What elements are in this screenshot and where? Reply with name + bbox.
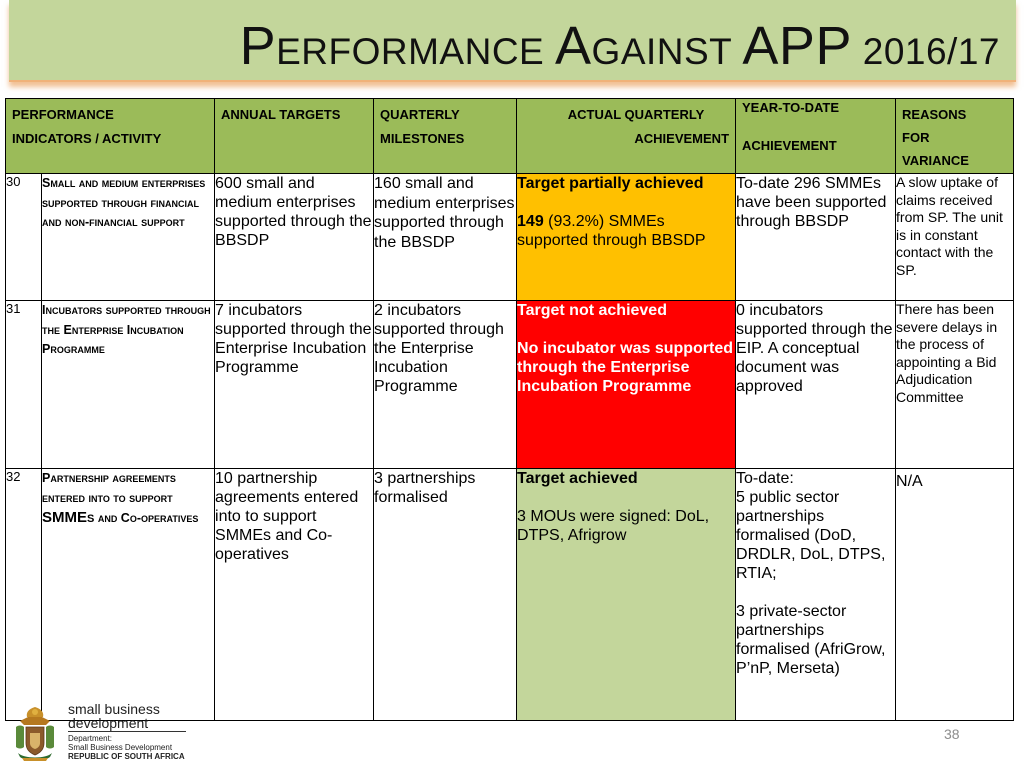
slide-title (240, 18, 1000, 80)
quarterly-milestone-cell: 2 incubators supported through the Enterprise Incubation Programme (374, 301, 517, 469)
row-indicator (42, 469, 215, 721)
header-indicator (6, 99, 215, 174)
achievement-detail-text: (93.2%) SMMEs supported through BBSDP (517, 213, 706, 249)
indicator-text: small and medium enterprises supported through financial and non-financial support (42, 176, 206, 229)
annual-target-cell: 7 incubators supported through the Enterprise Incubation Programme (215, 301, 374, 469)
row-number: 32 (6, 469, 42, 721)
coat-of-arms-icon (10, 703, 60, 763)
actual-achievement-cell (517, 469, 736, 721)
annual-target-cell: 600 small and medium enterprises supported through the BBSDP (215, 174, 374, 301)
department-name-line2: development (68, 715, 149, 731)
department-name (68, 702, 160, 730)
header-ytd-line1: YEAR-TO-DATE (742, 100, 840, 115)
header-annual-targets (215, 99, 374, 174)
header-quarterly-line2: MILESTONES (380, 131, 465, 146)
header-ytd-line2: ACHIEVEMENT (742, 138, 837, 153)
achievement-status: Target not achieved (517, 302, 667, 319)
header-year-to-date (736, 99, 896, 174)
indicator-text-part1: incubators supported through the (42, 303, 211, 337)
department-label: Department: (68, 734, 113, 743)
ytd-line3: 3 private-sector partnerships formalised (AfriGrow, P’nP, Merseta) (736, 603, 886, 677)
variance-reason-cell: There has been severe delays in the process of appointing a Bid Adjudication Committee (896, 301, 1014, 469)
achievement-detail: 3 MOUs were signed: DoL, DTPS, Afrigrow (517, 508, 710, 544)
department-name-line1: small business (68, 701, 160, 717)
variance-reason-cell: A slow uptake of claims received from SP. The unit is in constant contact with the SP. (896, 174, 1014, 301)
performance-table (5, 98, 1014, 721)
row-indicator (42, 301, 215, 469)
country-name: REPUBLIC OF SOUTH AFRICA (68, 752, 185, 761)
header-annual-label: ANNUAL TARGETS (221, 107, 341, 122)
header-indicator-line2: INDICATORS / ACTIVITY (12, 131, 162, 146)
actual-achievement-cell (517, 301, 736, 469)
quarterly-milestone-cell: 160 small and medium enterprises supported through the BBSDP (374, 174, 517, 301)
title-initial-a: A (555, 16, 592, 76)
table-header-row (6, 99, 1014, 174)
title-banner (9, 0, 1016, 82)
variance-reason-cell: N/A (896, 469, 1014, 721)
logo-divider (68, 731, 186, 732)
indicator-text-smmes: SMMEs (42, 509, 95, 526)
ytd-line1: To-date: (736, 470, 794, 487)
department-full-name: Small Business Development (68, 743, 173, 752)
department-subtitle (68, 734, 185, 761)
title-initial-p: P (239, 16, 277, 76)
table-row (6, 301, 1014, 469)
header-quarterly-line1: QUARTERLY (380, 107, 460, 122)
table-row (6, 174, 1014, 301)
header-reasons-line2: FOR (902, 130, 930, 145)
header-actual-line1: ACTUAL QUARTERLY (567, 107, 705, 122)
indicator-text-and: and (94, 511, 121, 525)
indicator-text-part1: partnership agreements entered into to support (42, 471, 176, 505)
header-actual-line2: ACHIEVEMENT (634, 131, 730, 146)
annual-target-cell: 10 partnership agreements entered into to support SMMEs and Co-operatives (215, 469, 374, 721)
quarterly-milestone-cell: 3 partnerships formalised (374, 469, 517, 721)
ytd-line2: 5 public sector partnerships formalised (DoD, DRDLR, DoL, DTPS, RTIA; (736, 489, 886, 582)
achievement-detail: No incubator was supported through the Enterprise Incubation Programme (517, 340, 734, 395)
table-row (6, 469, 1014, 721)
achievement-status: Target achieved (517, 470, 638, 487)
achievement-count: 149 (517, 213, 544, 230)
row-number: 31 (6, 301, 42, 469)
actual-achievement-cell (517, 174, 736, 301)
page-number: 38 (944, 726, 960, 742)
indicator-text (42, 301, 214, 360)
ytd-achievement-cell (736, 469, 896, 721)
indicator-text-part2: Co-operatives (120, 511, 199, 525)
row-indicator (42, 174, 215, 301)
achievement-status: Target partially achieved (517, 175, 704, 192)
title-word-app: APP (742, 16, 852, 76)
title-word-performance: ERFORMANCE (276, 31, 545, 72)
title-year: 2016/17 (862, 31, 1000, 72)
header-quarterly-milestones (374, 99, 517, 174)
header-reasons-line1: REASONS (902, 107, 967, 122)
indicator-text-part2: Enterprise Incubation Programme (42, 322, 184, 356)
row-number: 30 (6, 174, 42, 301)
department-logo (8, 700, 208, 764)
indicator-text (42, 469, 214, 529)
title-word-against: GAINST (591, 31, 732, 72)
achievement-detail (517, 213, 706, 249)
header-actual-achievement (517, 99, 736, 174)
header-reasons-line3: VARIANCE (902, 153, 969, 168)
ytd-achievement-cell: 0 incubators supported through the EIP. A conceptual document was approved (736, 301, 896, 469)
header-reasons-for-variance (896, 99, 1014, 174)
ytd-achievement-cell: To-date 296 SMMEs have been supported through BBSDP (736, 174, 896, 301)
header-indicator-line1: PERFORMANCE (12, 107, 114, 122)
